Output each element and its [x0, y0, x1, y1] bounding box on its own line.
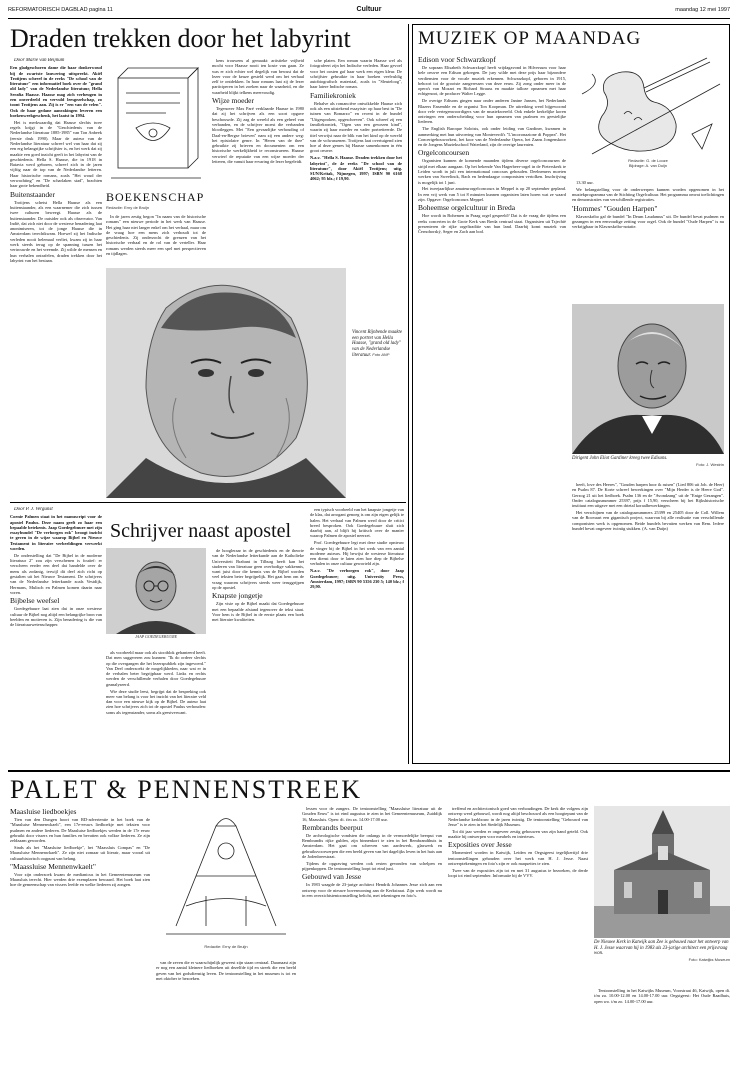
church-credit: Foto: Katwijks Museum — [688, 956, 730, 962]
labyrint-sub-wijze-moeder: Wijze moeder — [212, 96, 254, 106]
labyrint-col3 — [212, 58, 304, 263]
apostel-col1 — [10, 507, 102, 762]
labyrint-sub-familiekroniek: Familiekroniek — [310, 90, 356, 100]
church-photo — [594, 806, 730, 982]
apostel-body1: De onderstelling dat "De Bijbel in de moderne literatuur 2" zou zijn verschenen is foutief: er verscheen eerder een deel dat handelde over de mens als zodanig, terwijl dit deel zich richt op gestalten uit het Nieuwe Testament. De schrijvers van de Nederlandse letterkunde zoals Vestdijk, Hermans, Mulisch en Palmen komen daarin naar voren. — [10, 552, 102, 595]
palet-body3: Voor zijn onderzoek kwam de medianicus in het Gemeentemuseum van Maassluis terecht. Hier werden drie exemplaren bewaard. Het boek laat zien hoe de gemeenschap van vissers leefde en welke liederen zij zongen. — [10, 871, 150, 888]
muziek-right-body3: Klavarskribo gaf de bundel "In Deum Laudamus" uit. De bundel bevat psalmen en gezangen in een eenvoudige zetting voor orgel. Ook de bundel "Oude Harpen" is nu verkrijgbaar in Klavarskribo-notatie. — [572, 213, 724, 230]
apostel-col3 — [212, 548, 304, 762]
apostel-sub-knapste-jongetje: Knapste jongetje — [212, 591, 263, 601]
divider — [10, 502, 406, 503]
apostel-source: N.a.v. "De verborgen rok", door Jaap Goedegebuure; uitg. University Press, Amsterdam, 1997; ISBN 90 5356 230 5; 140 blz.; f 29,90. — [310, 568, 404, 590]
muziek-body1: De sopraan Elisabeth Schwarzkopf heeft vrijdagavond in Hilversum voor haar hele oeuvre een Edison gekregen. De jury wilde met deze prijs haar bijzondere verdiensten voor de vocale muziek erkennen. Schwarzkopf, geboren in 1915, behoort tot de grootste zangeressen van deze eeuw. Zij zong onder meer in de opera's van Mozart en Richard Strauss en maakte talloze opnamen met haar echtgenoot, de producer Walter Legge. — [418, 65, 566, 97]
palet-sub-maasluise: Maasluise liedboekjes — [10, 807, 77, 816]
issue-date: maandag 12 mei 1997 — [675, 7, 730, 13]
boekenschap-title: BOEKENSCHAP — [106, 190, 205, 204]
labyrint-headline: Draden trekken door het labyrint — [10, 24, 351, 53]
haasse-photo-credit: Foto ANP — [372, 352, 390, 357]
muziek-right-body4: heeft, love des Heeres", "Gouden harpen hoor ik ruisen" (Lied 806 uit Joh. de Heer) en Psalm 87. De Korte schreef bewerkingen over "Mijn Herder is de Heere God". Gerzog 21 uit het liedboek. Psalm 136 en de "Avondzang" uit de "Enige Gezangen". Onder catalogusnummer 25397, prijs f 15,90, verscheen bij het Rijkshistorische instituut een uitgave met een drietal koraalbewerkingen. — [572, 482, 724, 509]
muziek-sub-orgelconcoursen: Orgelconcoursen — [418, 148, 470, 158]
muziek-body4: Organisten kunnen de komende maanden tijdens diverse orgelconcoursen de strijd met elkaar aangaan. Op het bekende Van Hagerbeer-orgel in de Pieterskerk te Leiden wordt in juli een internationaal concours gehouden. Deelnemers moeten werken van Sweelinck, Bach en hedendaagse componisten vertolken. Inschrijving is mogelijk tot 1 juni. — [418, 158, 566, 185]
palet-col4 — [448, 806, 588, 1062]
palet-body10: Tot dit jaar werden er ongeveer zestig gebouwen van zijn hand geteld. Ook maakte hij ontwerpen voor meubels en interieurs. — [448, 828, 588, 839]
labyrint-body4: Tegenover Max Paré verklaarde Haasse in 1980 dat zij het schrijven als een soort opgave beschouwde. Zij zag de wereld als een geheel van verbanden, en de schrijver moest die verbanden blootleggen. Met "Een gevaarlijke verhouding of Daal-en-Bergse brieven" nam zij een andere weg: het epistolaire genre. In "Heren van de thee" gebruikte zij brieven en documenten om een historische werkelijkheid te reconstrueren. Haasse verwierf de reputatie van een wijze moeder der letteren, die vanuit haar ervaring de lezer begeleidt. — [212, 106, 304, 165]
labyrint-body1: Het is merkwaardig dat Haasse slechts twee regels krijgt in de "Geschiedenis van de Nederlandse literatuur 1885-1985" van Ton Anbeek (eerste druk 1990). Maar de auteur van de Nederlandse literatuur schreef wel van haar dat zij een erg belangrijke schrijfster is, en het werk dat zij maakte een goed inzicht geeft in het labyrint van de geschiedenis. Hella S. Haasse, die in 1918 in Batavia werd geboren, schreef zich in de jaren vijftig naar de top van de Nederlandse letteren. Haar historische romans, zoals "Het woud der verwachting" en "De scharlaken stad", brachten haar grote bekendheid. — [10, 119, 102, 189]
palet-body9: treffend en architectonisch goed van verhoudingen. De kerk die volgens zijn ontwerp werd gebouwd, wordt nog altijd beschouwd als een hoogtepunt van de Nederlandse kerkbouw in de jaren twintig. De tentoonstelling "Gebouwd van Jesse" is te zien in het Stedelijk Museum. — [448, 806, 588, 827]
labyrint-body2: Trotijens schetst Hella Haasse als een buitenstaander, als een waarnemer die zich tussen twee culturen beweegt. Haasse als de buitenstaander. De outsider ook als observator. Van Indië, dat zich niet door de westerse benadering laat anonimiseren, tot de jonge Haasse die in Amsterdam terechtkwam. Hoewel zij het Indische verleden nooit helemaal verliet, kwam zij in haar werk steeds terug op de spanning tussen het vertrouwde en het vreemde. Zij wilde de mensen en hun verhalen ontrafelen, draden trekken door het labyrint van het bestaan. — [10, 199, 102, 263]
apostel-sub-bijbelse-weefsel: Bijbelse weefsel — [10, 596, 60, 606]
muziek-right-body1: 13.30 uur. — [576, 180, 594, 185]
muziek-body6: Hoe wordt in Bohemen in Praag orgel gespeeld? Dat is de vraag die tijdens een reeks concerten in de Grote Kerk van Breda centraal staat. Organisten uit Tsjechië presenteren de rijke orgeltraditie van hun land. Daarbij komt muziek van Černohorský, Seger en Zach aan bod. — [418, 213, 566, 235]
labyrint-body7: Behalve als romancière ontwikkelde Haasse zich ook als een uitstekend essayiste: op haar best in "De tuinen van Bomarzo" en recent in de bundel "Uitgesproken, opgeschreven". Ook schreef zij een familiekroniek, "Ogen van een gewezen kind", waarin zij haar moeder en vader portretteerde. De titel verwijst naar de blik van het kind op de wereld van de volwassenen. Trotijens laat overtuigend zien hoe al deze genres bij Haasse samenkomen in één groot oeuvre. — [310, 100, 402, 154]
muziek-right-col-bottom — [572, 482, 724, 758]
palet-body12: Twee van de exposities zijn tot en met 31 augustus te bezoeken, de derde loopt tot eind september. Informatie bij de VVV. — [448, 867, 588, 878]
palet-image-credit: Redactie: Erny de Bruijn — [204, 944, 248, 949]
apostel-col4 — [310, 507, 404, 762]
palet-sub-beerput: Rembrandts beerput — [302, 822, 363, 832]
apostel-body3: als voorbeeld maar ook als stootblok gehanteerd heeft. Dat men suggereren zou kunnen: "Ik do ordeer slechts op die overgangen die het lezerspubliek zijn ingevoerd." Van Deel onderzoekt de mogelijkheden, naar wat er in de verhalen beter begrijpbaar werd. Links en rechts werden de verschillende verhalen door Goedegebuure geanalyseerd. — [106, 650, 206, 687]
apostel-body5: de hoogleraar in de geschiedenis en de theorie van de Nederlandse letterkunde aan de Katholieke Universiteit Brabant in Tilburg heeft kan het studeren van literatuur geen overbodige vakkennis, want juist door die kennis van de Bijbel worden veel teksten beter begrijpelijk. Het gaat hem om de vraag waarom schrijvers steeds weer teruggrijpen op de apostel. — [212, 548, 304, 591]
church-caption: De Nieuwe Kerk in Katwijk aan Zee is gebouwd naar het ontwerp van H. J. Jesse waarvan hij in 1983 als 23-jarige architect een prijsvraag won. — [594, 940, 729, 956]
palet-illustration — [156, 806, 296, 956]
boekenschap-illustration — [106, 58, 206, 208]
labyrint-body5: In de jaren zestig begon "In naam van de historische romans" een nieuwe periode in het werk van Haasse. Het ging haar niet langer enkel om het verhaal, maar om de vraag hoe een mens zich verhoudt tot de geschiedenis. Zij onderzocht de grenzen van het historische verhaal en de rol van de verteller. Haar romans werden steeds meer een spel met perspectieven en tijdlagen. — [106, 214, 206, 257]
apostel-col2 — [106, 650, 206, 762]
palet-col2 — [156, 960, 296, 1062]
palet-body8: In 1983 waagde de 23-jarige architect Hendrik Johannes Jesse zich aan een ontwerp voor de nieuwe bovenwoning aan de Kerkstraat. Zijn werk wordt nu in een overzichtstentoonstelling belicht, met tekeningen en foto's. — [302, 882, 442, 899]
muziek-body3: The English Baroque Soloists, ook onder leiding van Gardiner, kwamen in aanmerking met hun uitvoering van Monteverdi's "L'incoronazione di Poppea". Het Concertgebouworkest, het koor van de Nederlandse Opera, het Zaans Jongenskoor en de Jongens Muziekschool Waterland, zijn de overige laureaten. — [418, 126, 566, 148]
palet-sub-mennenwkaelt: "Maassluise Mennenwkaelt" — [10, 861, 96, 871]
page-header — [8, 6, 730, 19]
labyrint-source: N.a.v. "Hella S. Haasse. Draden trekken door het labyrint", de 4e reeks "De school van de literatuur", door Akiël Trotijens; uitg. SUN/Kritak, Nijmegen, 1997; ISBN 90 6168 4062; 95 blz.; f 19,90. — [310, 155, 402, 182]
gardiner-caption: Dirigent John Eliot Gardiner kreeg twee Edisons. — [572, 456, 668, 461]
muziek-right-body2: We belangstelling voor de onderwerpen kunnen worden opgenomen in het muziekprogramma van de Stichting Orgelcultuur. Het programma omvat toelichtingen en demonstraties van verschillende registraties. — [572, 186, 724, 203]
column-divider — [408, 24, 409, 764]
palet-sub-exposities: Exposities over Jesse — [448, 840, 512, 850]
palet-body7: Tijdens de opgraving werden ook resten gevonden van schelpen en pijpenkoppen. De tentoonstelling loopt tot eind juni. — [302, 860, 442, 872]
palet-sub-gebouwd: Gebouwd van Jesse — [302, 872, 362, 882]
muziek-right-body5: Het verschijnen van de catalogusnummers 25399 en 25405 door de Coll. Willem van de Roovaart een gigantisch project, waarvan bij alle realisatie van verschillende componisten werk is opgenomen. Beide bundels bevatten werken van Rem. Iedere bundel bevat ongeveer twintig stukken. (A. van Duijn) — [572, 509, 724, 531]
palet-body11: Momenteel worden in Katwijk, Leiden en Oegstgeest tegelijkertijd drie tentoonstellingen gehouden over het werk van H. J. Jesse. Naast ontwerptekeningen en foto's zijn er ook maquettes te zien. — [448, 850, 588, 866]
palet-col5 — [594, 988, 730, 1062]
haasse-portrait-photo — [106, 268, 346, 498]
newspaper-page-label: REFORMATORISCH DAGBLAD pagina 11 — [8, 7, 113, 13]
goedegebuure-photo — [106, 548, 206, 643]
muziek-main-col — [418, 54, 566, 758]
apostel-lead: Coenie Palmen staat in het manuscript voor de apostel Paulus. Deze naam geeft zo haar een bepaalde betekenis. Jaap Goedegebuure met zijn essaybundel "De verborgen rok" beoogt inzicht te geven in de wijze waarop Bijbel en Nieuwe Testament in literaire verbeeldingen verwerkt worden. — [10, 514, 102, 552]
apostel-body2: Goedegebuure laat zien dat in onze westerse cultuur de Bijbel nog altijd een belangrijke bron van beelden en motieven is. Zijn benadering is die van de literatuurwetenschapper. — [10, 606, 102, 628]
section-title: Cultuur — [356, 6, 382, 13]
muziek-body5: Het tweejaarlijkse amateurorgelconcours in Meppel is op 20 september gepland. In een vrij werk van 5 tot 8 minuten kunnen organisten laten horen wat ze waard zijn. Opgave: Orgelconcours Meppel. — [418, 186, 566, 203]
palet-col1 — [10, 806, 150, 1062]
gardiner-credit: Foto: J. Westrin — [696, 461, 724, 467]
palet-body5: lessen voor de zangers. De tentoonstelling "Maassluise literatuur uit de Gouden Eeuw" is tot eind augustus te zien in het Gemeentemuseum, Zuiddijk 16, Maassluis. Open: di. t/m za. 14.00-17.00 uur. — [302, 806, 442, 822]
palet-body6: De archeologische vondsten die onlangs in de vermoedelijke beerput van Rembrandts rijke gulden, zijn binnenkort te zien in het Rembrandthuis in Amsterdam. Het gaat om scherven van aardewerk, glaswerk en gebruiksvoorwerpen die een beeld geven van het dagelijks leven in het huis aan de Jodenbreestraat. — [302, 832, 442, 860]
apostel-body7: een typisch voorbeeld van het knapste jongetje van de klas, dat arrogant genoeg is om zijn eigen gelijk te halen. Het verhaal van Palmen werd door de critici breed besproken. Ook Goedegebuure sluit zich daarbij aan, al blijft hij kritisch over de manier waarop Palmen de apostel neerzet. — [310, 507, 404, 539]
palet-headline: PALET & PENNENSTREEK — [10, 775, 363, 804]
gardiner-photo — [572, 304, 724, 476]
apostel-body8: Prof. Goedegebuure legt met deze studie opnieuw de vinger bij de Bijbel in het werk van een aantal moderne auteurs. Hij bewijst de westerse literatuur een dienst door te laten zien hoe diep de Bijbelse verhalen in onze cultuur geworteld zijn. — [310, 540, 404, 567]
violin-illustration — [572, 54, 724, 176]
muziek-headline: MUZIEK OP MAANDAG — [418, 28, 642, 49]
muziek-sub-boheemse: Boheemse orgelcultuur in Breda — [418, 203, 516, 213]
palet-body4: van de zeven die er waarschijnlijk geweest zijn staan centraal. Daarnaast zijn er nog een aantal kleinere liedboeken uit dezelfde tijd en streek die een beeld geven van het godsdienstig leven. De tentoonstelling in het museum is tot en met oktober te bezoeken. — [156, 960, 296, 981]
labyrint-lead: Een gladgeschoren dame die haar donkerwoud bij de zwartste lauwering uitspreekt. Akiël Trotijens schreef in de reeks "De school van de literatuur" een informatief boek over de "grand old lady" van de Nederlandse literatuur, Hella Serafia Haasse. Haasse mag zich verheugen in een onverdeeld en vervuld leesgezelschap, zo toont Trotijens aan. Zij is er "een van de velen". Ook de haar gedane aanrakingen leveren een boekenweekgeschenk, het laatst in 1994. — [10, 65, 102, 118]
apostel-headline: Schrijver naast apostel — [110, 520, 292, 542]
apostel-body4: Wie deze studie leest, begrijpt dat de bespreking ook meer van belang is voor het inzicht van het literaire veld dan voor een nieuwe kijk op de Bijbel. De auteur laat zien hoe schrijvers zich tot de apostel Paulus verhouden: soms als tegenstander, soms als geestverwant. — [106, 688, 206, 715]
muziek-sub-edison: Edison voor Schwarzkopf — [418, 55, 496, 64]
muziek-sub-gouden-harpen: 'Hommes' "Gouden Harpen" — [572, 203, 658, 213]
palet-body2: Sinds als het "Maasluise liedboekje", het "Maassluis Compas" en "De Maassluise Mennenwkaelt". Ze zijn niet zomaar uit literair, maar vooral uit cultuurhistorisch oogpunt van belang. — [10, 844, 150, 861]
boekenschap-credit: Redactie: Erny de Bruijn — [106, 205, 150, 210]
haasse-photo-caption: Vincent Rijnbende maakte een portret van Hella Haasse, "grand old lady" van de Nederlandse literatuur. — [352, 330, 402, 358]
labyrint-body6: sche platen. Een roman waarin Haasse wel als fotografeert zijn het Indische verleden. Haar gevoel voor het oosten gaf haar werk een eigen kleur. De schrijfster gebruikte in haar boeken veelvuldig autobiografisch materiaal, zoals in "Sleuteloog", haar latere Indische roman. — [310, 58, 402, 90]
goedegebuure-caption: JAAP GOEDEGEBUURE — [134, 634, 178, 639]
haasse-photo-caption-block — [352, 330, 404, 450]
palet-col3 — [302, 806, 442, 1062]
palet-body1: Tien van den Dungen hoort van RD-advertentie in het boek van de "Maasluise Mennenwkaelt", een 17e-eeuws liedboekje met teksten voor psalmen en andere liederen. De Maasluise liedboekjes werden in de 17e eeuw gebruikt door vissers en hun families en bevatten ook volkse liederen. Ze zijn zeldzaam geworden. — [10, 817, 150, 844]
apostel-body6: Zijn visie op de Bijbel maakt dat Goedegebuure met een bepaalde afstand tegenover de tekst staat. Voor hem is de Bijbel in de eerste plaats een boek met literaire kwaliteiten. — [212, 601, 304, 623]
labyrint-sub-buitenstaander: Buitenstaander — [10, 189, 55, 199]
labyrint-col1 — [10, 58, 102, 498]
labyrint-byline: Door Marie van Beijnum — [14, 58, 65, 63]
palet-body13: Tentoonstelling in het Katwijks Museum, Voorstraat 46, Katwijk, open di. t/m za. 10.00-12.00 en 14.00-17.00 uur. Oegstgeest: Het Oude Raadhuis, open wo. t/m zo. 14.00-17.00 uur. — [594, 988, 730, 1004]
muziek-right-col-top — [572, 180, 724, 300]
muziek-body2: De overige Edisons gingen naar onder anderen Janine Jansen, het Nederlands Blazers Ensemble en de organist Ton Koopman. De uitreiking werd bijgewoond door vele vertegenwoordigers van de muziekwereld. Ook enkele kerkelijke koren ontvingen een onderscheiding voor hun opnamen van psalmen en geestelijke liederen. — [418, 98, 566, 125]
divider — [8, 770, 730, 772]
muziek-redactie: Redactie: G. de Looze Bijdrage: A. van Duijn — [628, 158, 668, 168]
apostel-byline: Door P. J. Vergunst — [14, 507, 53, 512]
labyrint-body3: kens trouwens al gemaakt: artistieke vrijheid mocht voor Haasse nooit ten koste van gaan. Ze was er zich echter wel degelijk van bewust dat de lezer voor de keuze gesteld werd om het verhaal zelf te ontdekken. In haar romans laat zij de lezer participeren in het zoeken naar de waarheid, en die waarheid blijkt telkens meervoudig. — [212, 58, 304, 95]
